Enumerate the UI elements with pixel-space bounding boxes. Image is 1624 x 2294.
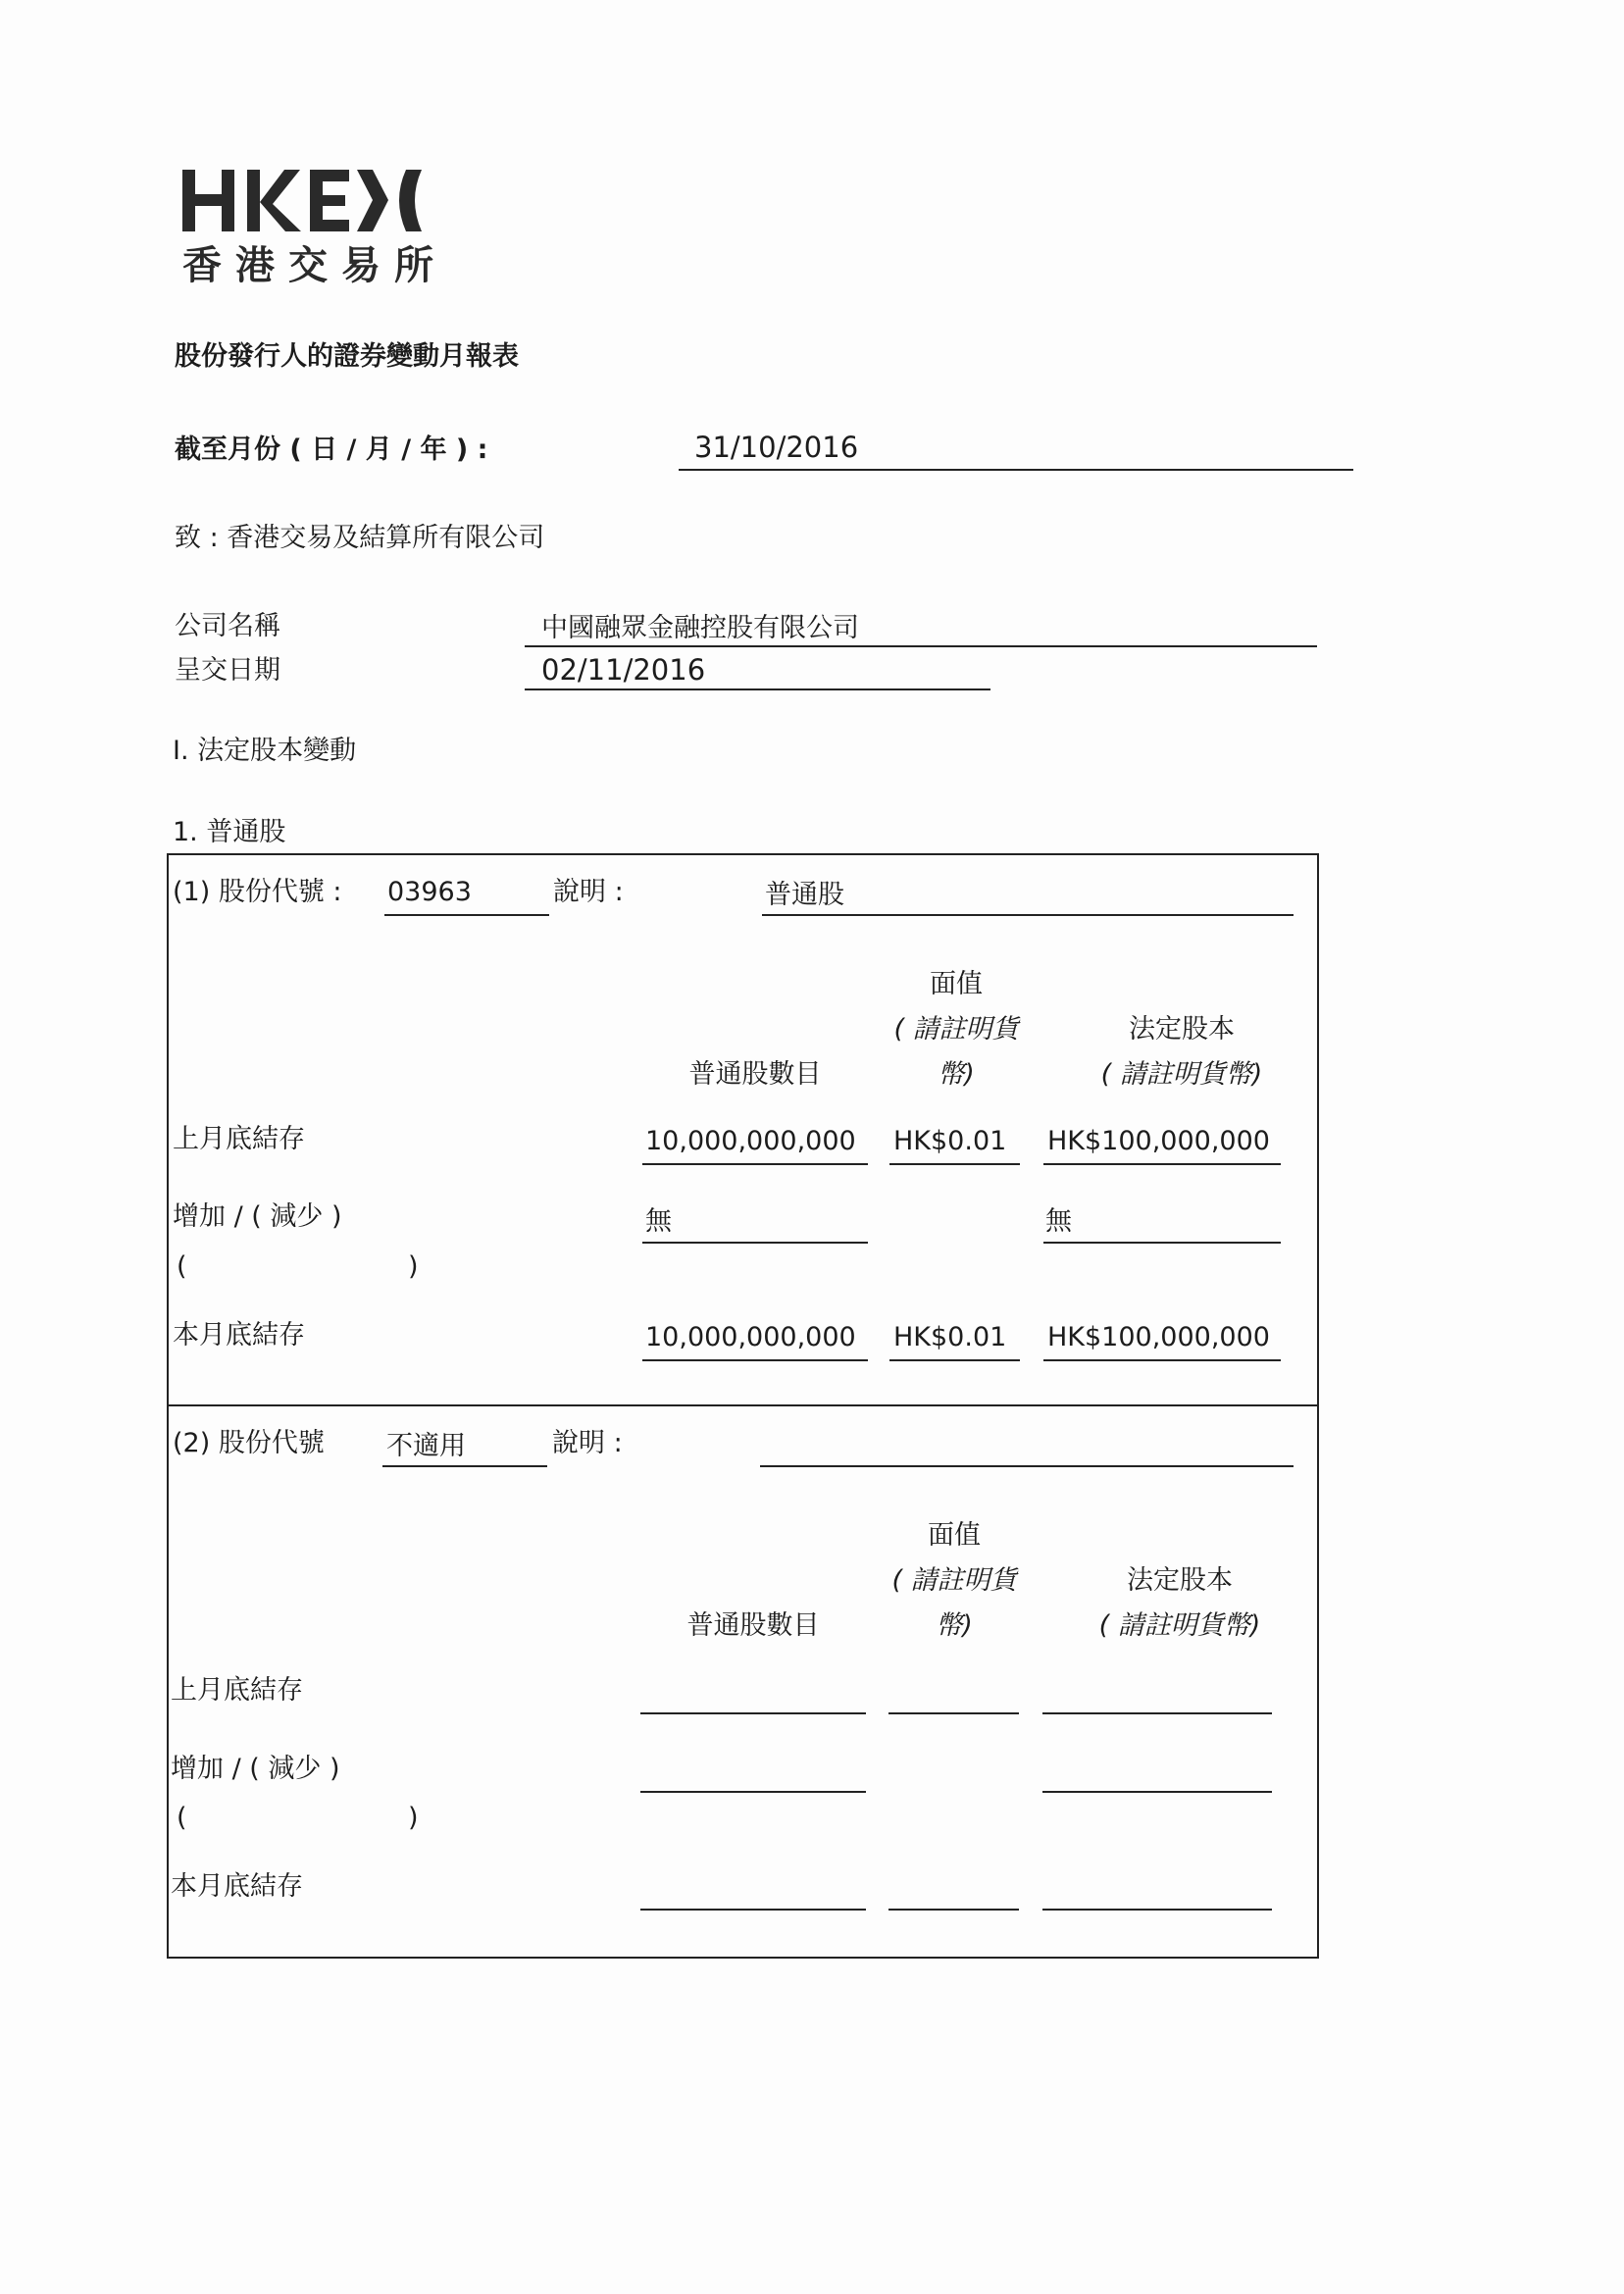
closing-share-count-underline: [642, 1359, 868, 1361]
stock-code-label: (1) 股份代號 :: [173, 877, 342, 907]
opening-authorized-capital-underline: [1042, 1712, 1272, 1714]
block-divider: [167, 1404, 1317, 1406]
description-value: 普通股: [765, 880, 844, 910]
par-value-currency-note: ( 請註明貨: [893, 1014, 1019, 1045]
opening-share-count-underline: [642, 1163, 868, 1165]
submission-date-underline: [525, 688, 990, 690]
closing-par-value-underline: [888, 1909, 1019, 1911]
recipient: 致 : 香港交易及結算所有限公司: [175, 523, 545, 553]
stock-code-label: (2) 股份代號: [173, 1428, 325, 1458]
stock-code-underline: [384, 914, 549, 916]
opening-par-value-underline: [889, 1163, 1020, 1165]
share-count-header: 普通股數目: [688, 1059, 822, 1090]
closing-authorized-capital: HK$100,000,000: [1047, 1322, 1270, 1352]
closing-balance-label: 本月底結存: [171, 1871, 303, 1902]
opening-share-count: 10,000,000,000: [645, 1126, 856, 1156]
change-label: 增加 / ( 減少 ): [173, 1201, 342, 1232]
closing-share-count-underline: [640, 1909, 866, 1911]
authorized-capital-header: 法定股本: [1127, 1565, 1233, 1596]
opening-share-count-underline: [640, 1712, 866, 1714]
stock-code-value: 03963: [387, 877, 472, 907]
period-underline: [679, 469, 1353, 471]
par-value-currency-note-cont: 幣): [936, 1610, 973, 1641]
description-label: 說明 :: [552, 1428, 623, 1458]
company-name-label: 公司名稱: [175, 611, 280, 641]
form-title: 股份發行人的證券變動月報表: [175, 341, 519, 372]
stock-code-value: 不適用: [386, 1431, 466, 1461]
closing-authorized-capital-underline: [1043, 1359, 1281, 1361]
opening-balance-label: 上月底結存: [173, 1124, 305, 1154]
description-underline: [762, 914, 1294, 916]
change-label: 增加 / ( 減少 ): [171, 1754, 340, 1784]
description-label: 說明 :: [553, 877, 624, 907]
par-value-header: 面值: [928, 1520, 981, 1551]
change-authorized-capital-underline: [1043, 1242, 1281, 1244]
period-label: 截至月份 ( 日 / 月 / 年 ) :: [175, 434, 488, 465]
change-share-count-underline: [640, 1791, 866, 1793]
opening-par-value-underline: [888, 1712, 1019, 1714]
opening-authorized-capital: HK$100,000,000: [1047, 1126, 1270, 1156]
authorized-capital-header: 法定股本: [1129, 1014, 1235, 1045]
change-authorized-capital-underline: [1042, 1791, 1272, 1793]
company-name-value: 中國融眾金融控股有限公司: [541, 613, 859, 643]
period-value: 31/10/2016: [694, 431, 859, 464]
opening-balance-label: 上月底結存: [171, 1675, 303, 1706]
closing-share-count: 10,000,000,000: [645, 1322, 856, 1352]
share-count-header: 普通股數目: [686, 1610, 820, 1641]
change-note-close-paren: ): [408, 1803, 419, 1833]
company-name-underline: [525, 645, 1317, 647]
submission-date-value: 02/11/2016: [541, 653, 706, 687]
change-note-open-paren: (: [177, 1803, 187, 1833]
authorized-capital-currency-note: ( 請註明貨幣): [1098, 1610, 1261, 1641]
authorized-capital-currency-note: ( 請註明貨幣): [1100, 1059, 1263, 1090]
change-note-open-paren: (: [177, 1251, 187, 1282]
change-share-count-underline: [642, 1242, 868, 1244]
stock-code-underline: [382, 1465, 547, 1467]
description-underline: [760, 1465, 1294, 1467]
change-share-count: 無: [645, 1206, 672, 1237]
closing-par-value: HK$0.01: [893, 1322, 1007, 1352]
par-value-currency-note: ( 請註明貨: [891, 1565, 1017, 1596]
change-note-close-paren: ): [408, 1251, 419, 1282]
opening-par-value: HK$0.01: [893, 1126, 1007, 1156]
section-title: I. 法定股本變動: [173, 736, 357, 766]
par-value-currency-note-cont: 幣): [938, 1059, 975, 1090]
change-authorized-capital: 無: [1045, 1206, 1072, 1237]
opening-authorized-capital-underline: [1043, 1163, 1281, 1165]
closing-balance-label: 本月底結存: [173, 1320, 305, 1351]
hkex-logo-chinese: 香港交易所: [182, 243, 447, 288]
submission-date-label: 呈交日期: [175, 655, 280, 686]
par-value-header: 面值: [930, 969, 983, 999]
closing-authorized-capital-underline: [1042, 1909, 1272, 1911]
closing-par-value-underline: [889, 1359, 1020, 1361]
subsection-title: 1. 普通股: [173, 817, 286, 847]
hkex-logo-mark: [182, 167, 428, 235]
